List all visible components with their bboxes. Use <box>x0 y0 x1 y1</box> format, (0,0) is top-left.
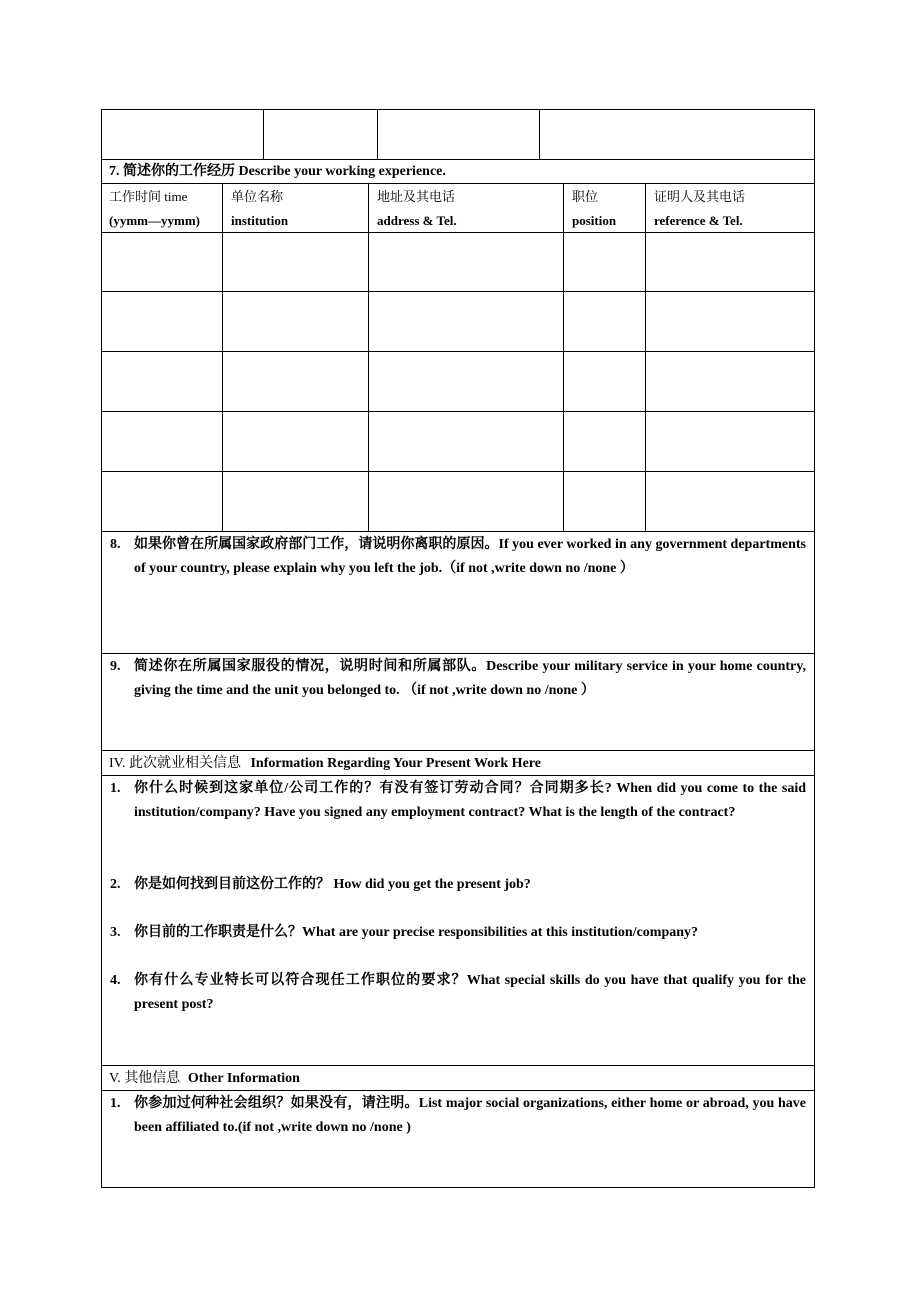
column-header-position: 职位 position <box>572 189 617 228</box>
section-4-question-2: 2. 你是如何找到目前这份工作的？ How did you get the present job? <box>110 877 531 892</box>
section-5-title: V. 其他信息 Other Information <box>109 1071 300 1086</box>
grid-row-border <box>101 531 815 532</box>
section-5-question-1: 1. 你参加过何种社会组织？如果没有，请注明。List major social organizations, either home or abroad, you have been affiliated to.(if not ,write down no /none ) <box>110 1096 806 1135</box>
top-row-divider-3 <box>539 110 540 159</box>
column-header-time: 工作时间 time (yymm—yymm) <box>109 189 200 228</box>
grid-row-border <box>101 471 815 472</box>
grid-row-border <box>101 351 815 352</box>
row-border <box>101 653 815 654</box>
grid-column-divider <box>222 183 223 531</box>
row-border <box>101 1065 815 1066</box>
column-header-address: 地址及其电话 address & Tel. <box>377 189 457 228</box>
grid-row-border <box>101 411 815 412</box>
column-header-reference: 证明人及其电话 reference & Tel. <box>654 189 746 228</box>
application-form-table <box>101 109 815 1188</box>
section-4-question-4: 4. 你有什么专业特长可以符合现任工作职位的要求？What special skills do you have that qualify you for the present post? <box>110 973 806 1012</box>
q7-label: 7. 简述你的工作经历 Describe your working experience. <box>109 164 446 179</box>
row-border <box>101 183 815 184</box>
grid-column-divider <box>368 183 369 531</box>
top-row-divider-2 <box>377 110 378 159</box>
section-4-question-3: 3. 你目前的工作职责是什么？What are your precise responsibilities at this institution/company? <box>110 925 699 940</box>
row-border <box>101 775 815 776</box>
row-border <box>101 1090 815 1091</box>
q9-question: 9. 简述你在所属国家服役的情况，说明时间和所属部队。Describe your military service in your home country, giving the time and the unit you belonged to. （if not ,write down no /none ） <box>110 659 806 698</box>
row-border <box>101 750 815 751</box>
column-header-institution: 单位名称 institution <box>231 189 289 228</box>
grid-row-border <box>101 291 815 292</box>
grid-row-border <box>101 232 815 233</box>
q8-question: 8. 如果你曾在所属国家政府部门工作，请说明你离职的原因。If you ever worked in any government departments of your country, please explain why you left the job.（if not ,write down no /none ） <box>110 537 806 576</box>
grid-column-divider <box>645 183 646 531</box>
top-row-divider-1 <box>263 110 264 159</box>
grid-column-divider <box>563 183 564 531</box>
section-4-question-1: 1. 你什么时候到这家单位/公司工作的？有没有签订劳动合同？合同期多长? When did you come to the said institution/company? Have you signed any employment contract? What is the length of the contract? <box>110 781 806 820</box>
section-4-title: IV. 此次就业相关信息 Information Regarding Your Present Work Here <box>109 756 541 771</box>
